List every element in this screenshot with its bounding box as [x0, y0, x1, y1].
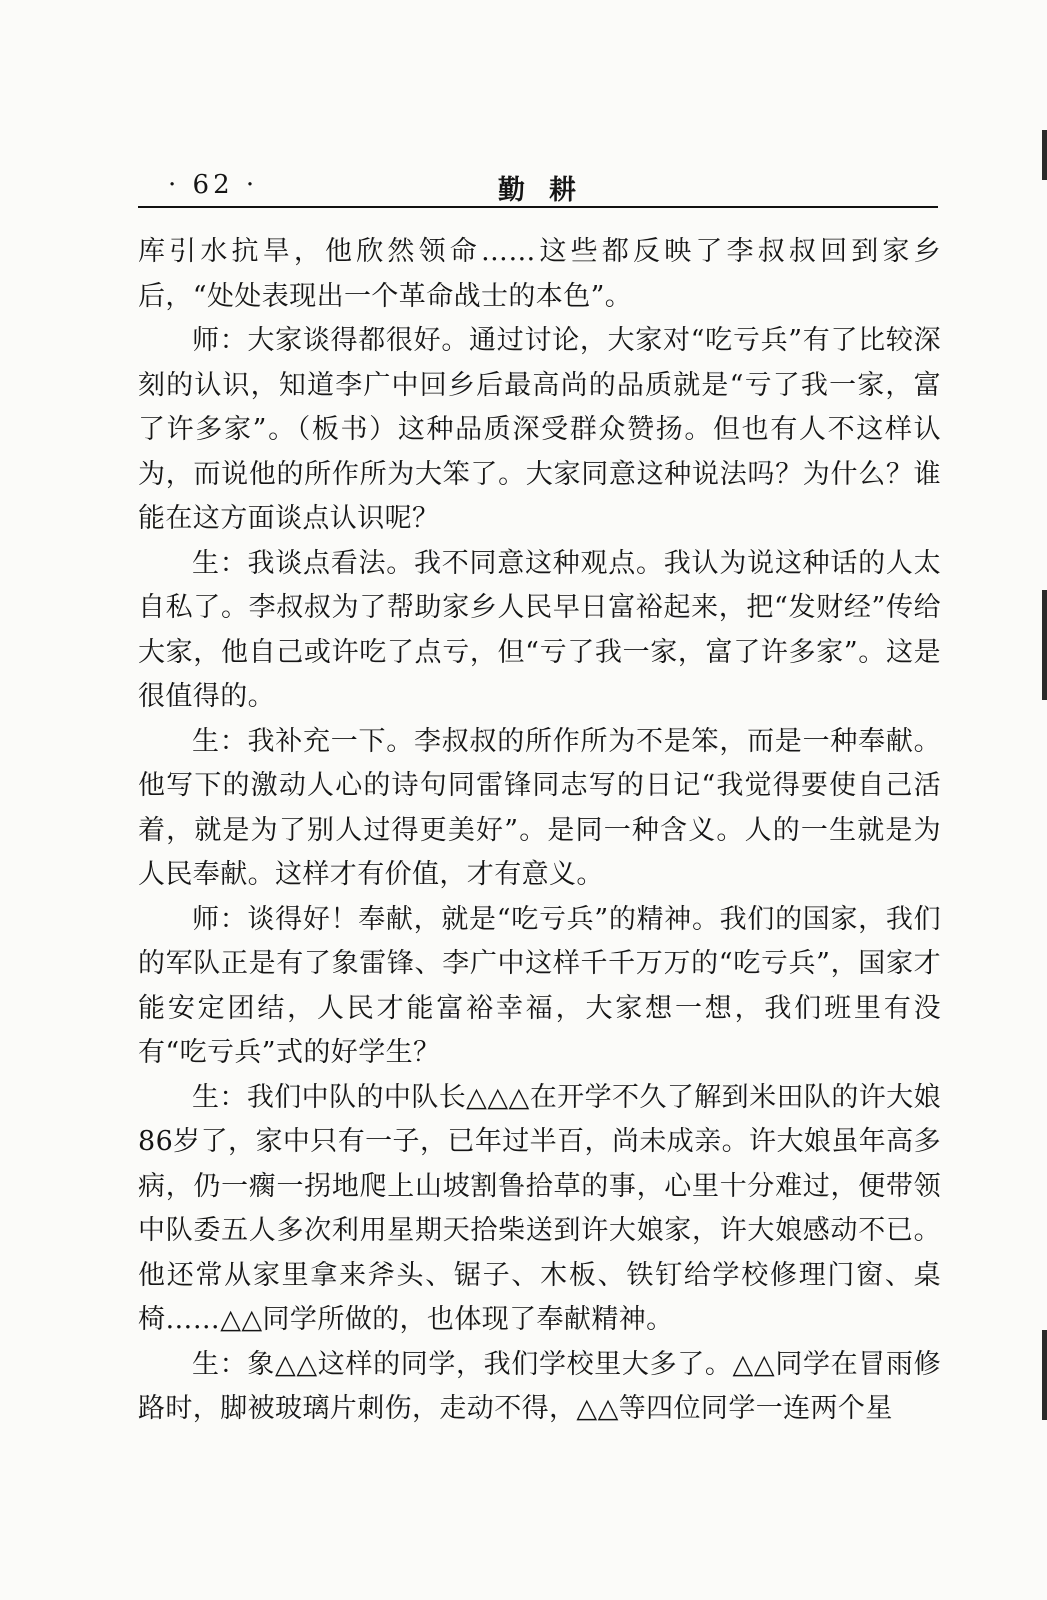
page-number: · 62 ·	[168, 170, 259, 200]
header-rule	[138, 206, 938, 208]
paragraph: 生：我谈点看法。我不同意这种观点。我认为说这种话的人太自私了。李叔叔为了帮助家乡人民早日富裕起来，把“发财经”传给大家，他自己或许吃了点亏，但“亏了我一家，富了许多家”。这是很值得的。	[138, 547, 941, 712]
paragraph: 生：象△△这样的同学，我们学校里大多了。△△同学在冒雨修路时，脚被玻璃片刺伤，走动不得，△△等四位同学一连两个星	[138, 1348, 941, 1424]
scan-edge-mark	[1042, 130, 1047, 180]
body-text	[138, 230, 941, 1432]
page-header	[138, 160, 938, 210]
scan-edge-mark	[1042, 590, 1047, 700]
paragraph: 库引水抗旱，他欣然领命……这些都反映了李叔叔回到家乡后，“处处表现出一个革命战士的本色”。	[138, 236, 941, 312]
paragraph: 师：谈得好！奉献，就是“吃亏兵”的精神。我们的国家，我们的军队正是有了象雷锋、李广中这样千千万万的“吃亏兵”，国家才能安定团结，人民才能富裕幸福，大家想一想，我们班里有没有“吃亏兵”式的好学生？	[138, 903, 941, 1068]
paragraph: 师：大家谈得都很好。通过讨论，大家对“吃亏兵”有了比较深刻的认识，知道李广中回乡后最高尚的品质就是“亏了我一家，富了许多家”。（板书）这种品质深受群众赞扬。但也有人不这样认为，而说他的所作所为大笨了。大家同意这种说法吗？为什么？谁能在这方面谈点认识呢？	[138, 325, 941, 534]
paragraph: 生：我补充一下。李叔叔的所作所为不是笨，而是一种奉献。他写下的激动人心的诗句同雷锋同志写的日记“我觉得要使自己活着，就是为了别人过得更美好”。是同一种含义。人的一生就是为人民奉献。这样才有价值，才有意义。	[138, 725, 941, 890]
scan-edge-mark	[1042, 1330, 1047, 1420]
running-title: 勤耕	[498, 175, 600, 206]
paragraph: 生：我们中队的中队长△△△在开学不久了解到米田队的许大娘86岁了，家中只有一子，已年过半百，尚未成亲。许大娘虽年高多病，仍一瘸一拐地爬上山坡割鲁拾草的事，心里十分难过，便带领中队委五人多次利用星期天拾柴送到许大娘家，许大娘感动不已。他还常从家里拿来斧头、锯子、木板、铁钉给学校修理门窗、桌椅……△△同学所做的，也体现了奉献精神。	[138, 1081, 941, 1335]
